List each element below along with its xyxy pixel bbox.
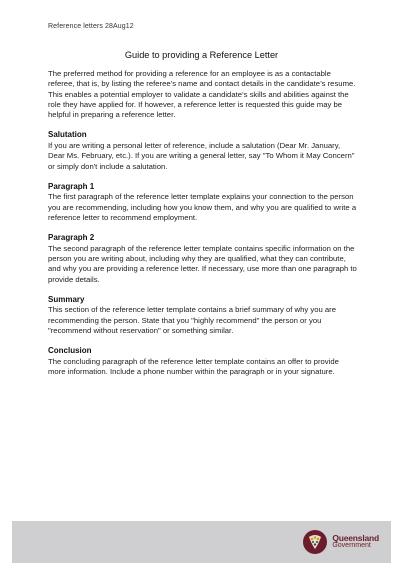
section-heading: Conclusion xyxy=(48,346,92,356)
intro-paragraph: The preferred method for providing a reference for an employee is as a contactable referee, that is, by listing the referee’s name and contact details in the candidate’s resume. This enables a potential employer to validate a candidate’s skills and abilities against the role they have applied for. If however, a reference letter is requested this guide may be helpful in preparing a reference letter. xyxy=(48,69,356,120)
section-salutation xyxy=(48,130,358,171)
logo-name: Queensland xyxy=(332,533,379,543)
section-body: The concluding paragraph of the reference letter template contains an offer to provide more information. Include a phone number within the paragraph or in your signature. xyxy=(48,356,339,377)
section-paragraph-1 xyxy=(48,182,358,223)
section-heading: Paragraph 2 xyxy=(48,233,95,243)
section-body: The first paragraph of the reference letter template explains your connection to the person you are recommending, including how you know them, and why you are qualified to write a reference letter to recommend employment. xyxy=(48,192,357,222)
section-heading: Paragraph 1 xyxy=(48,181,95,191)
queensland-crest-icon xyxy=(302,529,328,555)
logo-subtitle: Government xyxy=(332,542,371,549)
page-header: Reference letters 28Aug12 xyxy=(48,23,134,30)
document-body xyxy=(48,69,358,377)
queensland-government-logo xyxy=(302,529,379,555)
section-heading: Salutation xyxy=(48,130,87,140)
section-summary xyxy=(48,295,358,336)
section-body: This section of the reference letter template contains a brief summary of why you are recommending the person. State that you "highly recommend" the person or you "recommend without reservation" or something similar. xyxy=(48,305,336,336)
section-paragraph-2 xyxy=(48,233,358,285)
section-body: If you are writing a personal letter of reference, include a salutation (Dear Mr. January, Dear Ms. February, etc.). If you are writing a general letter, say "To Whom it May Concern" or simply don't include a salutation. xyxy=(48,140,355,171)
section-conclusion xyxy=(48,346,358,377)
section-body: The second paragraph of the reference letter template contains specific information on the person you are writing about, including why they are qualified, what they can contribute, and why you are providing a reference letter. If necessary, use more than one paragraph to provide details. xyxy=(48,243,357,284)
section-heading: Summary xyxy=(48,294,85,304)
document-title: Guide to providing a Reference Letter xyxy=(124,50,279,60)
footer-bar xyxy=(12,521,391,563)
